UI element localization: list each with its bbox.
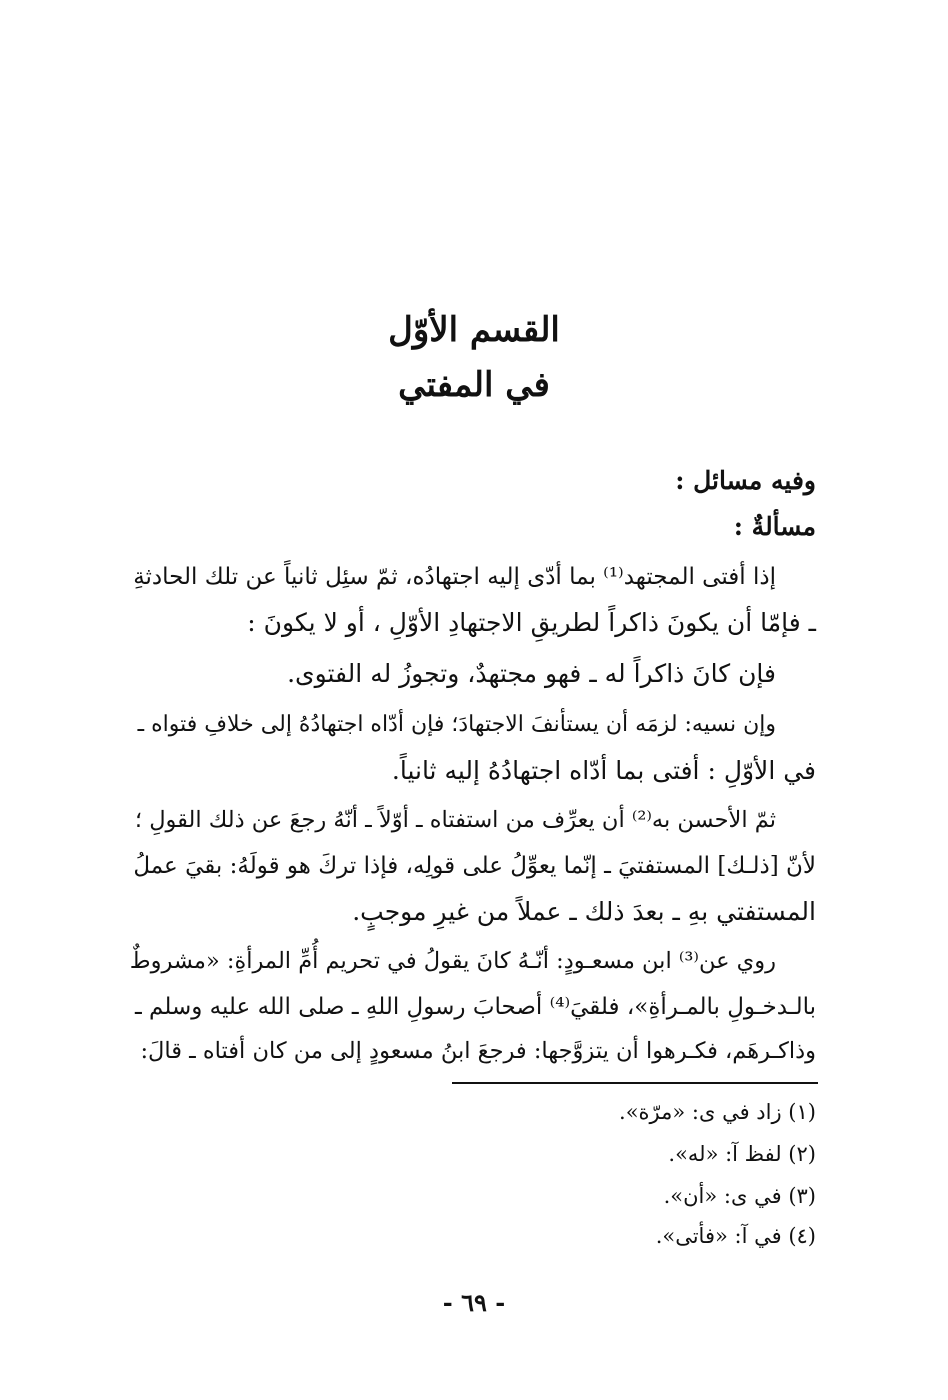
body-line: المستفتي بهِ ـ بعدَ ذلك ـ عملاً من غيرِ موجبٍ. xyxy=(352,897,816,926)
body-line: في الأوّلِ : أفتى بما أدّاه اجتهادُهُ إليه ثانياً. xyxy=(391,756,816,785)
body-line: روي عن⁽³⁾ ابن مسعـودٍ: أنّـهُ كانَ يقولُ في تحريم أُمِّ المرأةِ: «مشروطٌ xyxy=(129,948,776,974)
footnote-item: (٤) في آ: «فأتى». xyxy=(655,1224,816,1248)
body-line: بالـدخـولِ بالمـرأةِ»، فلقيَ⁽⁴⁾ أصحابَ رسولِ اللهِ ـ صلى الله عليه وسلم ـ xyxy=(134,994,816,1020)
body-line: وإن نسيه: لزمَه أن يستأنفَ الاجتهادَ؛ فإن أدّاه اجتهادُهُ إلى خلافِ فتواه ـ xyxy=(137,712,776,737)
section-title: القسم الأوّل xyxy=(388,310,560,350)
footnote-item: (٢) لفظ آ: «له». xyxy=(668,1142,816,1166)
body-line: إذا أفتى المجتهد⁽¹⁾ بما أدّى إليه اجتهادُه، ثمّ سئِل ثانياً عن تلك الحادثةِ xyxy=(133,564,776,590)
body-line: وذاكـرهَم، فكـرهوا أن يتزوَّجها: فرجعَ ابنُ مسعودٍ إلى من كان أفتاه ـ قالَ: xyxy=(140,1038,816,1064)
body-line: ثمّ الأحسن به⁽²⁾ أن يعرِّف من استفتاه ـ أوّلاً ـ أنّهُ رجعَ عن ذلك القولِ ؛ xyxy=(134,807,776,833)
footnote-item: (١) زاد في ى: «مرّة». xyxy=(619,1100,816,1124)
body-line: ـ فإمّا أن يكونَ ذاكراً لطريقِ الاجتهادِ الأوّلِ ، أو لا يكونَ : xyxy=(247,608,816,637)
page-number: - ٦٩ - xyxy=(442,1288,506,1317)
intro-line: وفيه مسائل : xyxy=(675,466,816,495)
body-line: فإن كانَ ذاكراً له ـ فهو مجتهدٌ، وتجوزُ له الفتوى. xyxy=(287,659,776,688)
body-line: لأنّ [ذلـك] المستفتيَ ـ إنّما يعوِّلُ على قولِه، فإذا تركَ هو قولَهُ: بقيَ عملُ xyxy=(133,853,816,879)
issue-label: مسألةٌ : xyxy=(733,512,816,541)
main-text xyxy=(128,462,816,1082)
section-subtitle: في المفتي xyxy=(398,365,550,405)
footnote-divider xyxy=(452,1082,818,1084)
footnote-item: (٣) في ى: «أن». xyxy=(663,1184,816,1208)
